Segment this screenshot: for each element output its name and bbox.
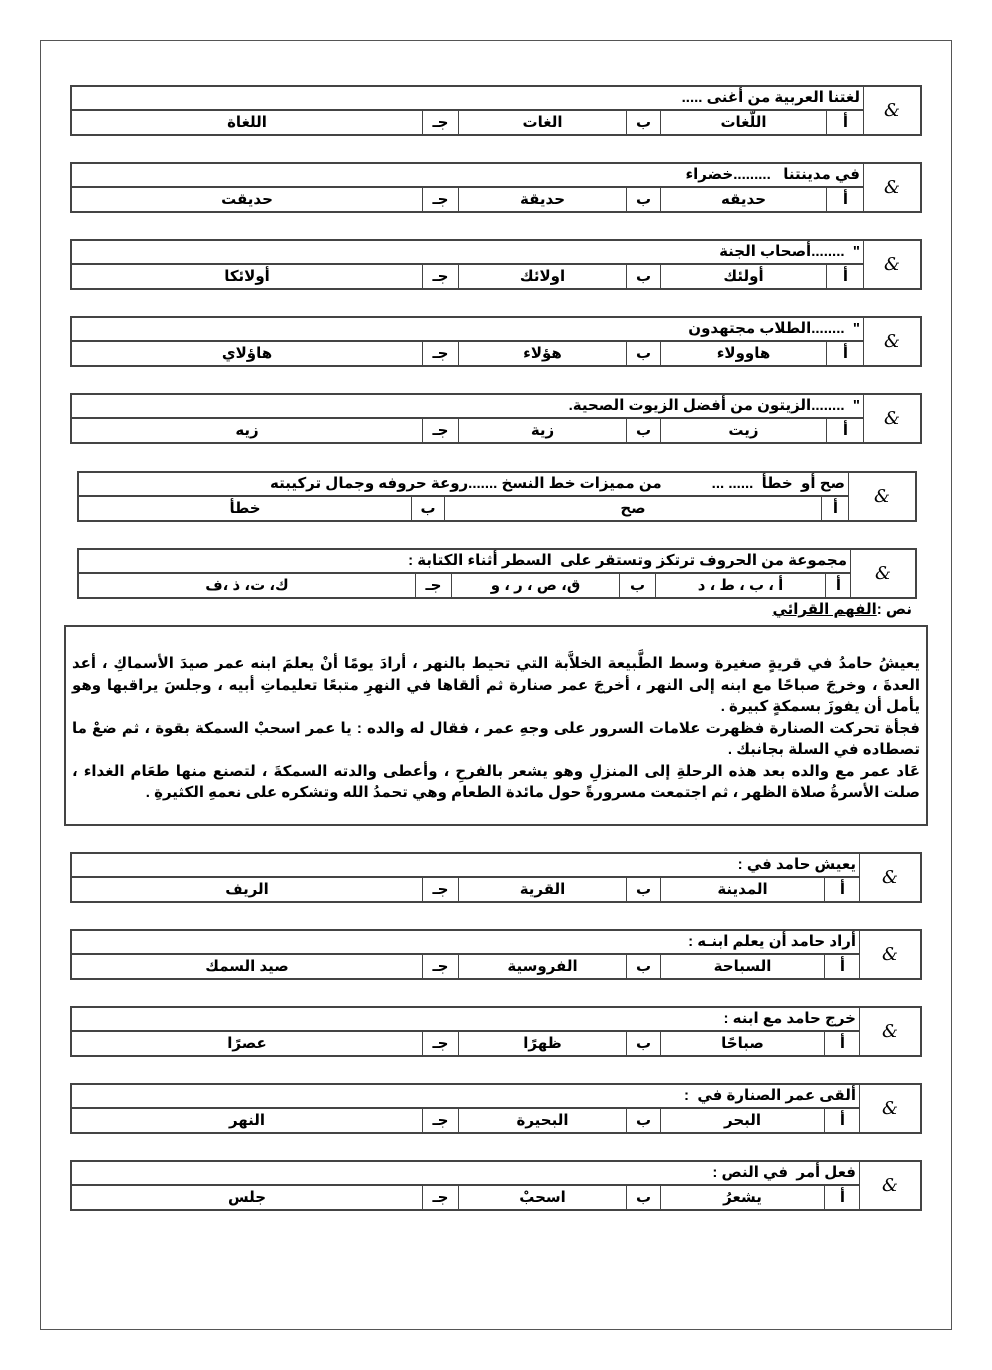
option-letter: أ <box>826 419 864 443</box>
option-letter: ب <box>626 878 660 902</box>
question-block <box>77 548 917 599</box>
option-letter: أ <box>821 497 849 521</box>
passage-label <box>772 600 912 618</box>
option-letter: جـ <box>422 878 458 902</box>
answer-option[interactable]: اللّغات <box>660 111 826 135</box>
question-text: لغتنا العربية من أغنى ..... <box>72 87 864 111</box>
option-letter: جـ <box>422 1186 458 1210</box>
answer-option[interactable]: ظهرًا <box>458 1032 626 1056</box>
answer-option[interactable]: المدينة <box>660 878 824 902</box>
answer-option[interactable]: أولئك <box>660 265 826 289</box>
option-letter: جـ <box>422 111 458 135</box>
options-row <box>72 265 864 289</box>
answer-option[interactable]: الغات <box>458 111 626 135</box>
option-letter: جـ <box>422 1032 458 1056</box>
options-row <box>72 1032 860 1056</box>
question-text: فعل أمر في النص : <box>72 1162 860 1186</box>
options-row <box>72 878 860 902</box>
question-text: ألقى عمر الصنارة في : <box>72 1085 860 1109</box>
answer-option[interactable]: جلس <box>227 1189 267 1207</box>
question-text: " ........الزيتون من أفضل الزيوت الصحية. <box>72 395 864 419</box>
option-letter: ب <box>626 188 660 212</box>
answer-option[interactable]: البحيرة <box>458 1109 626 1133</box>
option-letter: أ <box>826 342 864 366</box>
option-letter: أ <box>824 955 860 979</box>
option-letter: جـ <box>422 188 458 212</box>
option-letter: أ <box>826 188 864 212</box>
question-block <box>70 1160 922 1211</box>
option-letter: ب <box>626 1032 660 1056</box>
answer-option[interactable]: البحر <box>660 1109 824 1133</box>
question-text: " ........الطلاب مجتهدون <box>72 318 864 342</box>
option-letter: أ <box>826 111 864 135</box>
answer-option[interactable]: يشعرُ <box>660 1186 824 1210</box>
options-row <box>72 1109 860 1133</box>
question-block <box>70 852 922 903</box>
question-marker: & <box>859 931 920 978</box>
passage-paragraph: عَاد عمر مع والده بعد هذه الرحلةِ إلى المنزلِ وهو يشعر بالفرحِ ، وأعطى والدته السمكةَ ، لتصنع منها طعَام الغداء ، صلت الأسرةُ صلاة الظهر ، ثم اجتمعت مسرورةً حول مائدة الطعام وهي تحمدُ الله وتشكره على نعمهِ الكثيرةِ . <box>72 762 920 801</box>
option-letter: ب <box>626 419 660 443</box>
option-letter: أ <box>826 265 864 289</box>
question-block <box>70 929 922 980</box>
question-marker: & <box>863 395 920 442</box>
question-marker: & <box>859 1085 920 1132</box>
question-block <box>70 162 922 213</box>
reading-passage <box>64 625 928 826</box>
options-row <box>72 419 864 443</box>
question-text: خرج حامد مع ابنه : <box>72 1008 860 1032</box>
option-letter: جـ <box>422 1109 458 1133</box>
answer-option[interactable]: اللغاة <box>227 114 267 132</box>
answer-option[interactable]: ق، ص ، ر ، و <box>451 574 619 598</box>
question-marker: & <box>863 318 920 365</box>
answer-option[interactable]: زية <box>458 419 626 443</box>
option-letter: ب <box>626 111 660 135</box>
option-letter: جـ <box>415 574 451 598</box>
answer-option[interactable]: صباحًا <box>660 1032 824 1056</box>
question-marker: & <box>850 550 915 597</box>
passage-title: الفهم القرائي <box>772 601 877 618</box>
question-block <box>70 316 922 367</box>
answer-option[interactable]: صح <box>444 497 821 521</box>
option-letter: أ <box>824 1109 860 1133</box>
answer-option[interactable]: حديقت <box>221 191 273 209</box>
option-letter: جـ <box>422 955 458 979</box>
question-block <box>77 471 917 522</box>
answer-option[interactable]: الفروسية <box>458 955 626 979</box>
question-marker: & <box>863 87 920 134</box>
answer-option[interactable]: حديقة <box>458 188 626 212</box>
answer-option[interactable]: النهر <box>228 1112 266 1130</box>
option-letter: ب <box>619 574 655 598</box>
option-letter: ب <box>626 342 660 366</box>
answer-option[interactable]: اولائك <box>458 265 626 289</box>
question-marker: & <box>863 241 920 288</box>
answer-option[interactable]: صيد السمك <box>205 958 289 976</box>
option-letter: جـ <box>422 265 458 289</box>
option-letter: ب <box>411 497 444 521</box>
answer-option[interactable]: هؤلاء <box>458 342 626 366</box>
question-block <box>70 239 922 290</box>
options-row <box>72 188 864 212</box>
passage-paragraph: فجأة تحركت الصنارة فظهرت علامات السرور على وجهِ عمر ، فقال له والده : يا عمر اسحبْ السمكة بقوة ، ثم ضعْ ما تصطاده في السلة بجانبك . <box>72 719 920 758</box>
answer-option[interactable]: هاوولاء <box>660 342 826 366</box>
option-letter: ب <box>626 1109 660 1133</box>
option-letter: أ <box>824 878 860 902</box>
options-row <box>72 955 860 979</box>
question-marker: & <box>859 1008 920 1055</box>
question-text: يعيش حامد في : <box>72 854 860 878</box>
answer-option[interactable]: السباحة <box>660 955 824 979</box>
option-letter: ب <box>626 265 660 289</box>
option-letter: جـ <box>422 342 458 366</box>
option-letter: أ <box>824 1186 860 1210</box>
question-text: مجموعة من الحروف ترتكز وتستقر على السطر أثناء الكتابة : <box>79 550 851 574</box>
option-letter: أ <box>825 574 851 598</box>
options-row <box>72 1186 860 1210</box>
options-row <box>72 111 864 135</box>
question-marker: & <box>848 473 915 520</box>
answer-option[interactable]: عصرًا <box>227 1035 267 1053</box>
options-row <box>72 342 864 366</box>
question-text: " ........أصحاب الجنة <box>72 241 864 265</box>
answer-option[interactable]: هاؤلاي <box>221 345 273 363</box>
option-letter: ب <box>626 955 660 979</box>
option-letter: جـ <box>422 419 458 443</box>
answer-option[interactable]: خطأ <box>229 500 261 518</box>
question-block <box>70 1083 922 1134</box>
answer-option[interactable]: حديقه <box>660 188 826 212</box>
question-block <box>70 85 922 136</box>
answer-option[interactable]: زيت <box>660 419 826 443</box>
passage-label-prefix: نص : <box>876 601 912 618</box>
answer-option[interactable]: ك، ت، ذ ،ف <box>205 577 289 595</box>
question-marker: & <box>859 1162 920 1209</box>
answer-option[interactable]: أولائكا <box>224 268 270 286</box>
question-block <box>70 1006 922 1057</box>
options-row <box>79 497 849 521</box>
question-block <box>70 393 922 444</box>
question-text: أراد حامد أن يعلم ابنـه : <box>72 931 860 955</box>
passage-paragraph: يعيشُ حامدُ في قريةٍ صغيرة وسط الطَّبيعة الخلاَّبة التي تحيط بالنهر ، أرادَ يومًا أنْ يعلمَ ابنه عمر صيدَ الأسماكِ ، أعد العدةَ ، وخرجَ صباحًا مع ابنه إلى النهر ، أخرجَ عمر صنارة ثم ألقاها في النهرِ متبعًا تعليماتِ أبيه ، وجلسَ يراقبها وهو يأمل أن يفوزَ بسمكةٍ كبيرة . <box>72 655 920 715</box>
option-letter: ب <box>626 1186 660 1210</box>
answer-option[interactable]: زيه <box>235 422 259 440</box>
option-letter: أ <box>824 1032 860 1056</box>
question-text: صح أو خطأ ...... ... من مميزات خط النسخ .......روعة حروفه وجمال تركيبته <box>79 473 849 497</box>
answer-option[interactable]: الريف <box>225 881 269 899</box>
options-row <box>79 574 851 598</box>
question-text: في مدينتنا .........خضراء <box>72 164 864 188</box>
question-marker: & <box>863 164 920 211</box>
answer-option[interactable]: أ ، ب ، ط ، د <box>655 574 825 598</box>
answer-option[interactable]: القرية <box>458 878 626 902</box>
answer-option[interactable]: اسحبْ <box>458 1186 626 1210</box>
question-marker: & <box>859 854 920 901</box>
